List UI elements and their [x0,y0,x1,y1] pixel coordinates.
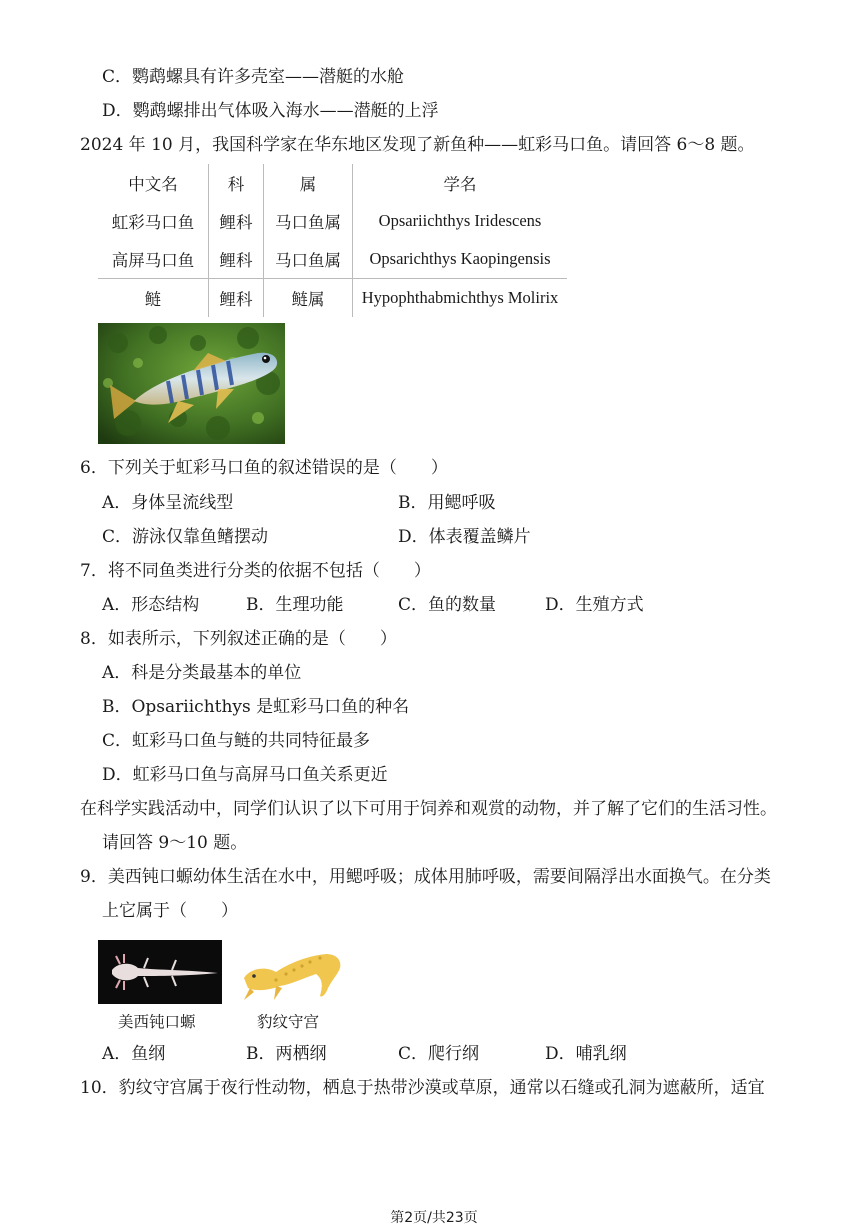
question-8-stem: 8．如表所示，下列叙述正确的是（ ） [80,629,397,649]
q7-option-c: C．鱼的数量 [398,595,497,615]
leopard-gecko-image [236,938,344,1006]
header-chinese-name: 中文名 [98,164,209,202]
table-cell: 鲤科 [209,279,264,318]
table-row [98,240,567,279]
header-genus: 属 [264,164,353,202]
table-cell: Opsariichthys Iridescens [378,211,542,230]
table-cell: 鲤科 [209,240,264,279]
q6-option-b: B．用鳃呼吸 [398,493,496,513]
table-row [98,279,567,318]
question-6-stem: 6．下列关于虹彩马口鱼的叙述错误的是（ ） [80,458,448,478]
q6-option-c: C．游泳仅靠鱼鳍摆动 [102,527,269,547]
q6-option-d: D．体表覆盖鳞片 [398,527,531,547]
question-10-stem: 10．豹纹守宫属于夜行性动物，栖息于热带沙漠或草原，通常以石缝或孔洞为遮蔽所，适宜 [80,1078,765,1098]
table-cell: 虹彩马口鱼 [98,202,209,240]
q8-option-b: B．Opsariichthys 是虹彩马口鱼的种名 [102,697,410,717]
table-cell: Hypophthabmichthys Molirix [353,279,568,318]
q9-option-a: A．鱼纲 [102,1044,166,1064]
question-7-stem: 7．将不同鱼类进行分类的依据不包括（ ） [80,561,431,581]
table-cell: 马口鱼属 [264,202,353,240]
table-cell: 高屏马口鱼 [98,240,209,279]
question-9-stem: 9．美西钝口螈幼体生活在水中，用鳃呼吸；成体用肺呼吸，需要间隔浮出水面换气。在分类 [80,867,771,887]
taxonomy-table [98,164,567,317]
option-d-prev: D．鹦鹉螺排出气体吸入海水——潜艇的上浮 [102,101,439,121]
option-c-prev: C．鹦鹉螺具有许多壳室——潜艇的水舱 [102,67,405,87]
table-cell: 鲤科 [209,202,264,240]
q6-option-a: A．身体呈流线型 [102,493,234,513]
q7-option-d: D．生殖方式 [545,595,644,615]
q9-option-b: B．两栖纲 [246,1044,327,1064]
table-cell: 鲢 [98,279,209,318]
passage-intro-9-10-line2: 请回答 9～10 题。 [102,833,248,853]
axolotl-caption: 美西钝口螈 [118,1013,196,1031]
page-number: 第2页/共23页 [390,1210,478,1226]
q7-option-a: A．形态结构 [102,595,200,615]
rainbow-fish-photo [98,323,285,444]
table-row [98,202,567,240]
question-9-stem-line2: 上它属于（ ） [102,901,238,921]
header-scientific-name: 学名 [443,175,477,194]
q9-option-c: C．爬行纲 [398,1044,480,1064]
axolotl-image [98,940,222,1004]
table-header-row [98,164,567,202]
q8-option-d: D．虹彩马口鱼与高屏马口鱼关系更近 [102,765,388,785]
table-cell: 鲢属 [264,279,353,318]
q8-option-c: C．虹彩马口鱼与鲢的共同特征最多 [102,731,371,751]
gecko-caption: 豹纹守宫 [257,1013,320,1031]
passage-intro-9-10: 在科学实践活动中，同学们认识了以下可用于饲养和观赏的动物，并了解了它们的生活习性。 [80,799,777,819]
header-family: 科 [209,164,264,202]
q8-option-a: A．科是分类最基本的单位 [102,663,302,683]
q9-option-d: D．哺乳纲 [545,1044,627,1064]
q7-option-b: B．生理功能 [246,595,344,615]
table-cell: 马口鱼属 [264,240,353,279]
passage-intro-6-8: 2024 年 10 月，我国科学家在华东地区发现了新鱼种——虹彩马口鱼。请回答 6～8 题。 [80,135,755,155]
table-cell: Opsarichthys Kaopingensis [369,249,551,268]
